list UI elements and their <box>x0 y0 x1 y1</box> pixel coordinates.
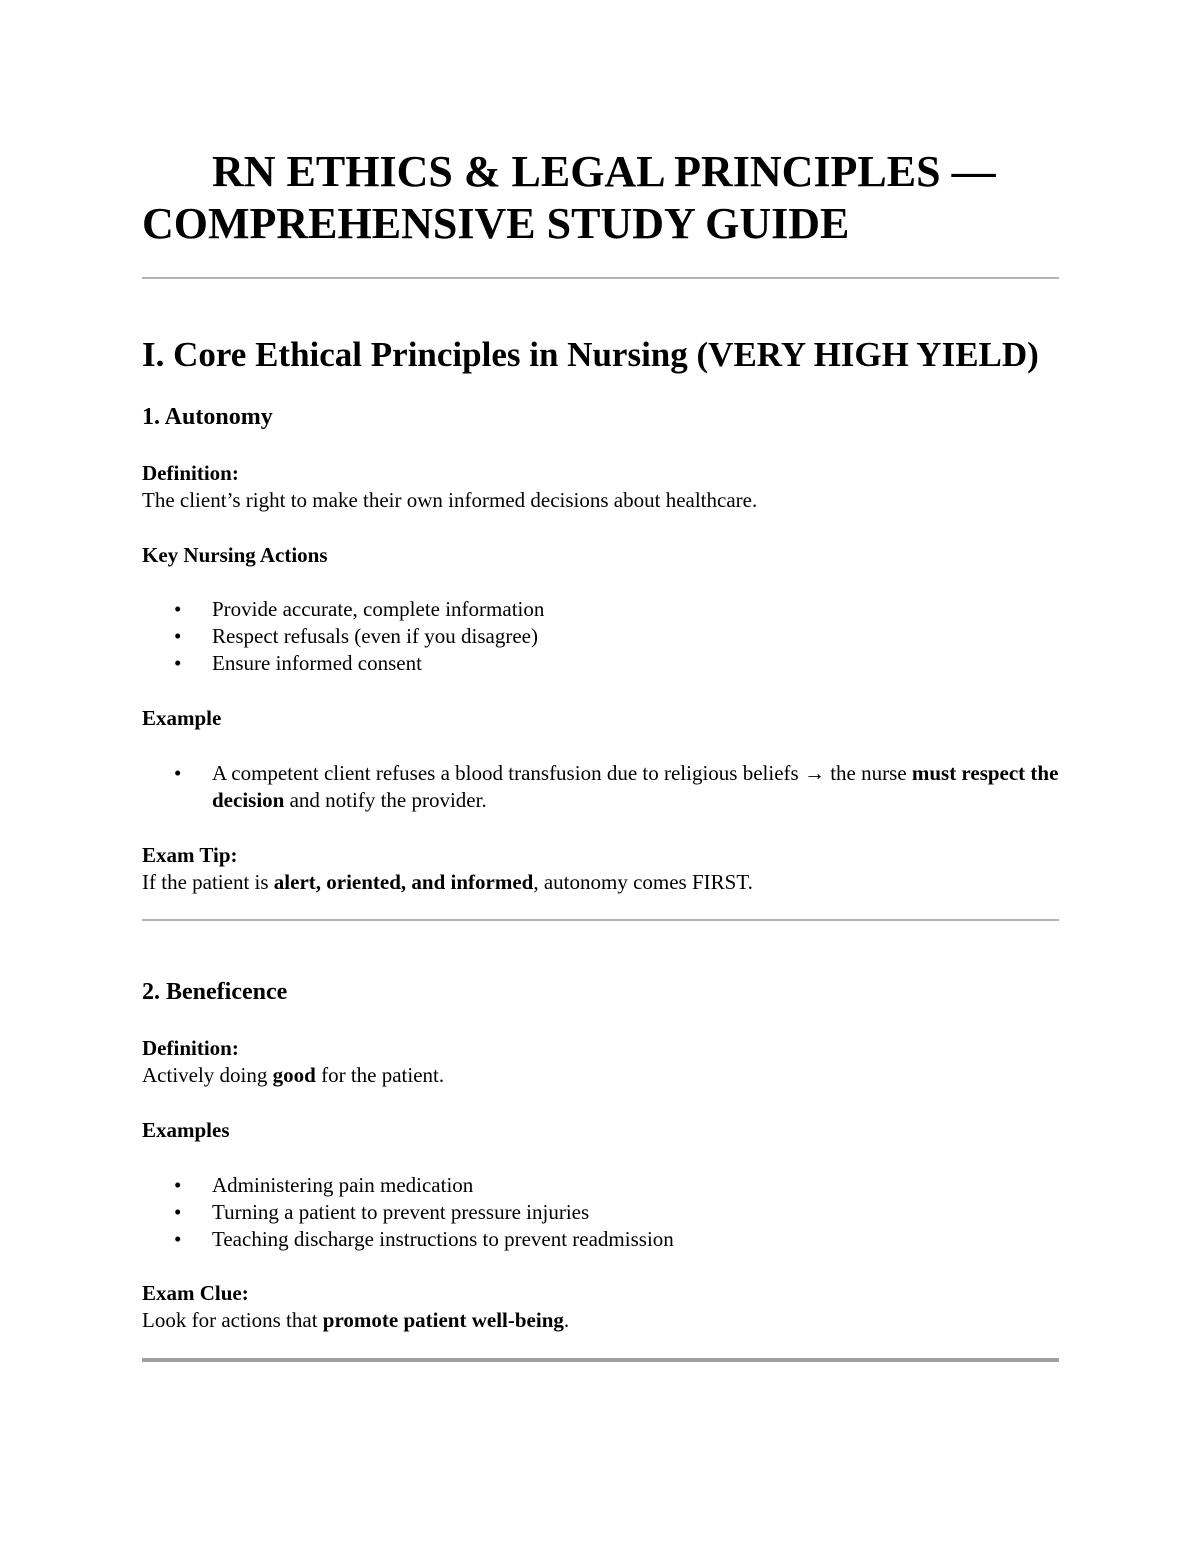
document-title: RN ETHICS & LEGAL PRINCIPLES — COMPREHENSIVE STUDY GUIDE <box>142 147 996 248</box>
autonomy-definition-label: Definition: <box>142 461 239 485</box>
list-item <box>142 1172 1059 1199</box>
list-item-text: Provide accurate, complete information <box>212 597 545 621</box>
list-item <box>142 760 1059 814</box>
example-label: Example <box>142 706 222 730</box>
bullet-icon: • <box>174 1173 182 1197</box>
example-list <box>142 760 1059 814</box>
key-nursing-actions-list <box>142 596 1059 677</box>
autonomy-definition-text: The client’s right to make their own informed decisions about healthcare. <box>142 488 758 512</box>
section-heading: I. Core Ethical Principles in Nursing (VERY HIGH YIELD) <box>142 335 1039 374</box>
list-item-text: Ensure informed consent <box>212 651 422 675</box>
document-page <box>142 0 1059 1553</box>
bullet-icon: • <box>174 624 182 648</box>
autonomy-heading: 1. Autonomy <box>142 404 273 430</box>
bullet-icon: • <box>174 761 182 785</box>
list-item-text: Turning a patient to prevent pressure injuries <box>212 1200 590 1224</box>
examples-list <box>142 1172 1059 1253</box>
beneficence-definition-text: Actively doing good for the patient. <box>142 1063 445 1087</box>
list-item <box>142 1226 1059 1253</box>
list-item <box>142 623 1059 650</box>
list-item-text: Administering pain medication <box>212 1173 474 1197</box>
list-item <box>142 596 1059 623</box>
beneficence-heading: 2. Beneficence <box>142 979 288 1005</box>
title-divider <box>142 277 1059 279</box>
autonomy-divider <box>142 919 1059 921</box>
exam-clue-label: Exam Clue: <box>142 1281 249 1305</box>
list-item-text: Teaching discharge instructions to prevent readmission <box>212 1227 674 1251</box>
bullet-icon: • <box>174 1200 182 1224</box>
bullet-icon: • <box>174 1227 182 1251</box>
bullet-icon: • <box>174 597 182 621</box>
beneficence-definition-label: Definition: <box>142 1036 239 1060</box>
exam-tip-label: Exam Tip: <box>142 843 238 867</box>
exam-tip-text: If the patient is alert, oriented, and informed, autonomy comes FIRST. <box>142 870 753 894</box>
list-item <box>142 650 1059 677</box>
bullet-icon: • <box>174 651 182 675</box>
section-end-divider <box>142 1358 1059 1362</box>
list-item <box>142 1199 1059 1226</box>
exam-clue-text: Look for actions that promote patient well-being. <box>142 1308 570 1332</box>
list-item-text: Respect refusals (even if you disagree) <box>212 624 538 648</box>
examples-label: Examples <box>142 1118 230 1142</box>
key-nursing-actions-label: Key Nursing Actions <box>142 543 328 567</box>
example-text: A competent client refuses a blood transfusion due to religious beliefs → the nurse must respect the decision and notify the provider. <box>212 761 1059 812</box>
